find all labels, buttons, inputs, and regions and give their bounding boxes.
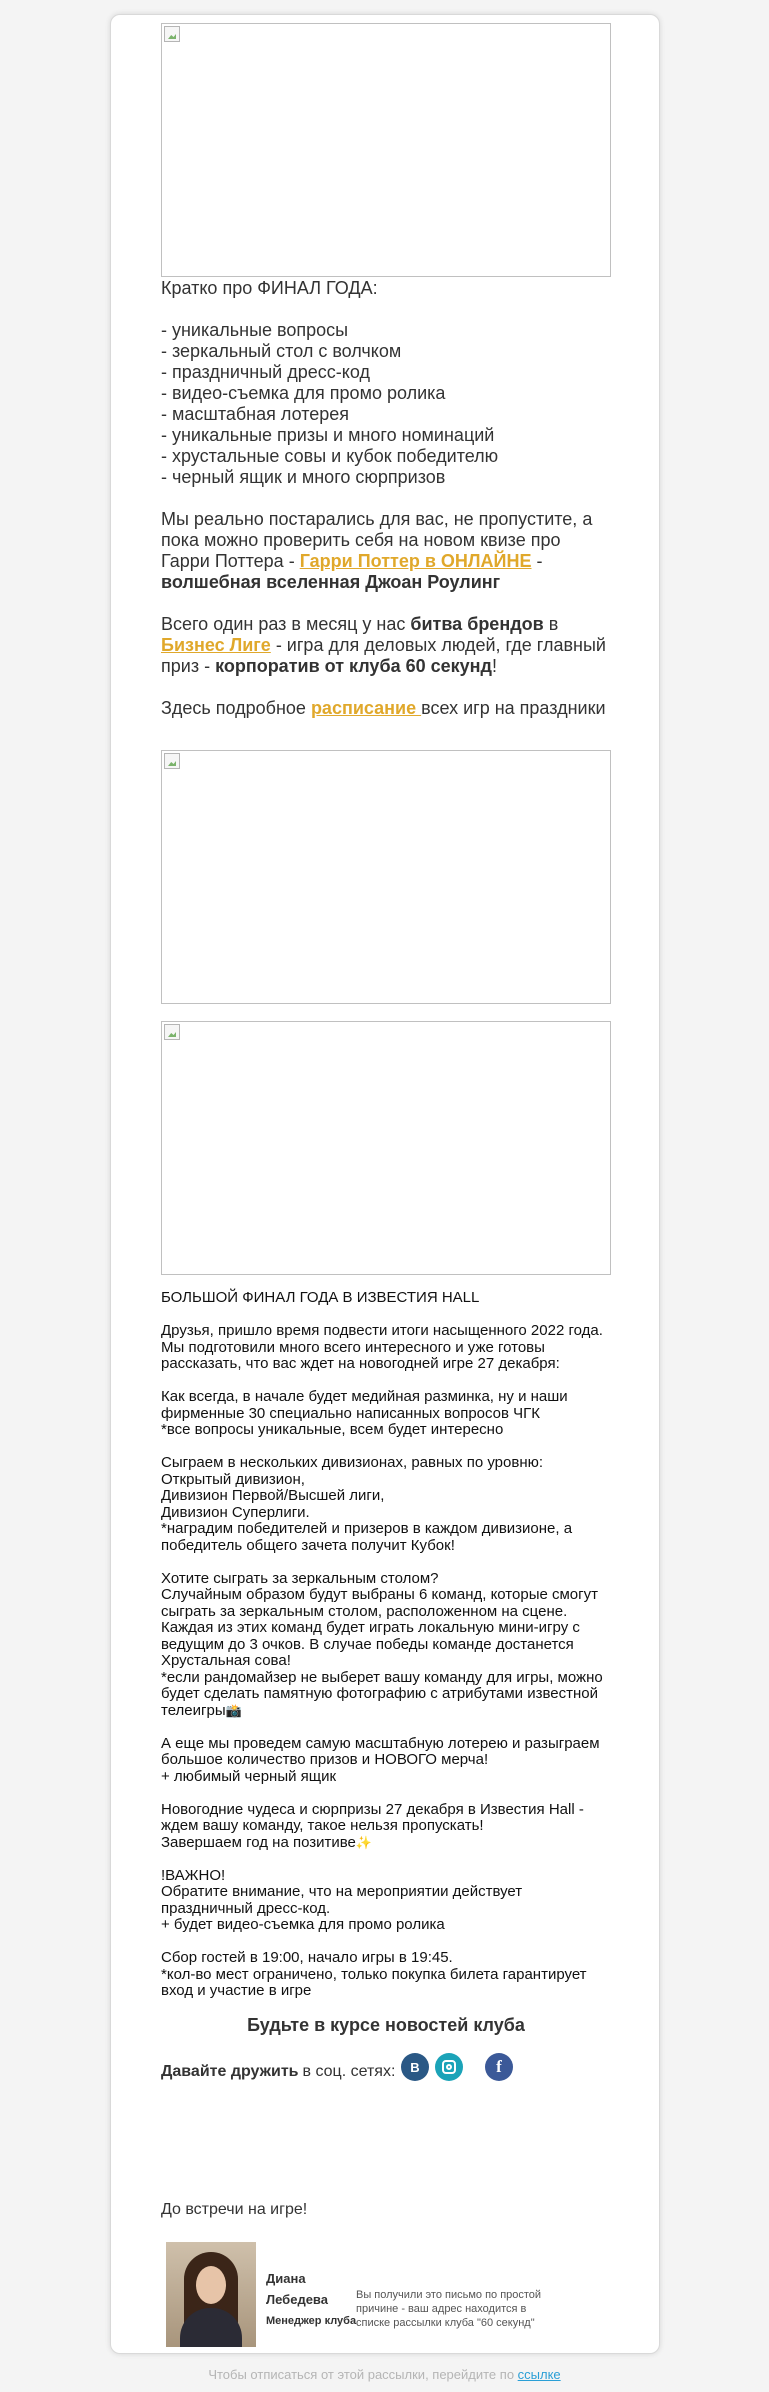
final-paragraph-4-text: Хотите сыграть за зеркальным столом? Случайным образом будут выбраны 6 команд, которые смогут сыграть за зеркальным столом, расположенном на сцене. Каждая из этих команд будет играть локальную мини-игру с ведущим до 3 очков. В случае победы команде достанется Хрустальная сова! *если рандомайзер не выберет вашу команду для игры, можно будет сделать памятную фотографию с атрибутами известной телеигры (161, 1569, 603, 1719)
farewell-text: До встречи на игре! (161, 2201, 308, 2218)
intro-section (161, 278, 611, 719)
subscription-note: Вы получили это письмо по простой причине - ваш адрес находится в списке рассылки клуба "60 секунд" (356, 2289, 542, 2329)
final-paragraph-2: Как всегда, в начале будет медийная разминка, ну и наши фирменные 30 специально написанных вопросов ЧГК *все вопросы уникальные, всем будет интересно (161, 1388, 568, 1438)
quiz-paragraph (161, 509, 611, 593)
final-paragraph-4 (161, 1571, 611, 1720)
intro-heading: Кратко про ФИНАЛ ГОДА: (161, 278, 378, 298)
friends-bold: Давайте дружить (161, 2063, 299, 2080)
final-paragraph-5: А еще мы проведем самую масштабную лотерею и разыграем большое количество призов и НОВОГО мерча! + любимый черный ящик (161, 1734, 600, 1785)
brands-bold: битва брендов (410, 614, 544, 634)
instagram-icon[interactable] (435, 2053, 463, 2081)
final-title: БОЛЬШОЙ ФИНАЛ ГОДА В ИЗВЕСТИЯ HALL (161, 1289, 480, 1306)
feature-item: - масштабная лотерея (161, 404, 350, 424)
final-paragraph-3: Сыграем в нескольких дивизионах, равных по уровню: Открытый дивизион, Дивизион Первой/Высшей лиги, Дивизион Суперлиги. *наградим победителей и призеров в каждом дивизионе, а победитель общего зачета получит Кубок! (161, 1454, 573, 1554)
final-section (161, 1290, 611, 2000)
broken-image-icon (164, 753, 180, 769)
quiz-text: Мы реально постарались для вас, не пропустите, а пока можно проверить себя на новом квизе про Гарри Поттера - (161, 509, 593, 571)
schedule-paragraph (161, 698, 611, 719)
feature-item: - уникальные призы и много номинаций (161, 425, 495, 445)
header-banner-image[interactable] (161, 23, 611, 277)
promo-image-2[interactable] (161, 1021, 611, 1275)
unsubscribe-footer (0, 2367, 769, 2382)
final-paragraph-8: Сбор гостей в 19:00, начало игры в 19:45. *кол-во мест ограничено, только покупка билета гарантирует вход и участие в игре (161, 1949, 587, 1999)
final-paragraph-6 (161, 1802, 611, 1852)
feature-item: - зеркальный стол с волчком (161, 341, 402, 361)
unsubscribe-text: Чтобы отписаться от этой рассылки, перейдите по (208, 2367, 518, 2382)
brands-end: ! (491, 656, 497, 676)
quiz-bold: волшебная вселенная Джоан Роулинг (161, 572, 501, 592)
brands-text: Всего один раз в месяц у нас (161, 614, 411, 634)
schedule-link[interactable]: расписание (310, 698, 422, 718)
feature-item: - видео-съемка для промо ролика (161, 383, 446, 403)
final-paragraph-7: !ВАЖНО! Обратите внимание, что на мероприятии действует праздничный дресс-код. + будет видео-съемка для промо ролика (161, 1866, 523, 1933)
camera-icon: 📸 (225, 1702, 242, 1718)
feature-item: - черный ящик и много сюрпризов (161, 467, 446, 487)
final-paragraph-1: Друзья, пришло время подвести итоги насыщенного 2022 года. Мы подготовили много всего интересного и уже готовы рассказать, что вас ждет на новогодней игре 27 декабря: (161, 1322, 603, 1372)
feature-item: - хрустальные совы и кубок победителю (161, 446, 499, 466)
news-title: Будьте в курсе новостей клуба (247, 2015, 525, 2035)
final-paragraph-6-text: Новогодние чудеса и сюрпризы 27 декабря в Известия Hall - ждем вашу команду, такое нельзя пропускать! Завершаем год на позитиве (161, 1800, 584, 1851)
avatar (166, 2242, 256, 2347)
business-league-link[interactable]: Бизнес Лиге (161, 635, 271, 655)
promo-image-1[interactable] (161, 750, 611, 1004)
friends-text: в соц. сетях: (302, 2063, 396, 2080)
signature-name: Диана Лебедева (266, 2271, 328, 2307)
email-card (110, 14, 660, 2354)
broken-image-icon (164, 1024, 180, 1040)
quiz-dash: - (531, 551, 543, 571)
brands-in: в (543, 614, 559, 634)
harry-potter-link[interactable]: Гарри Поттер в ОНЛАЙНЕ (299, 551, 532, 571)
signature-role: Менеджер клуба (266, 2315, 357, 2327)
sparkles-icon: ✨ (355, 1834, 373, 1850)
brands-prize: корпоратив от клуба 60 секунд (215, 656, 492, 676)
schedule-after: всех игр на праздники (421, 698, 606, 718)
social-row (161, 2057, 611, 2081)
feature-item: - уникальные вопросы (161, 320, 349, 340)
schedule-text: Здесь подробное (161, 698, 311, 718)
unsubscribe-link[interactable]: ссылке (517, 2367, 561, 2382)
brands-after: - игра для деловых людей, где главный приз - (161, 635, 606, 676)
brands-paragraph (161, 614, 611, 677)
broken-image-icon (164, 26, 180, 42)
facebook-icon[interactable]: f (485, 2053, 513, 2081)
vk-icon[interactable]: В (401, 2053, 429, 2081)
feature-item: - праздничный дресс-код (161, 362, 370, 382)
